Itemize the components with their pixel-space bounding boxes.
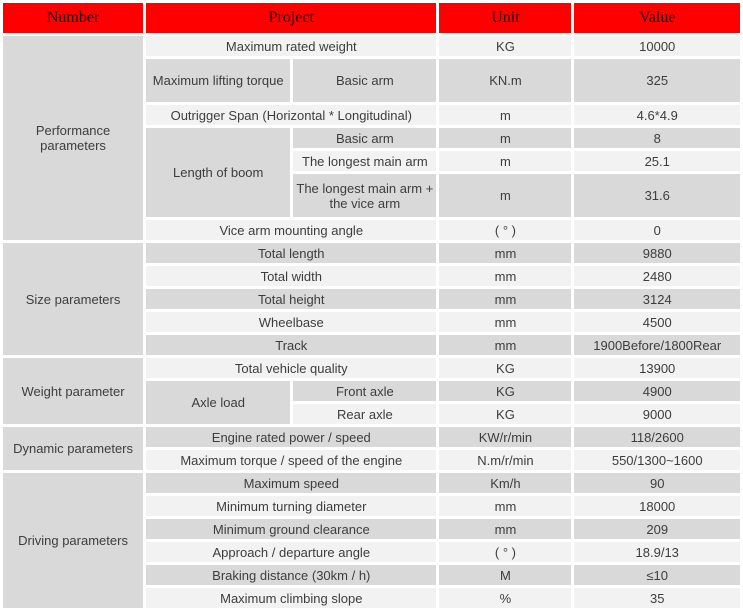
value-cell: 209 <box>574 519 740 539</box>
section-cell-performance: Performance parameters <box>3 36 143 240</box>
project-cell: Maximum lifting torque <box>146 59 290 102</box>
subproject-cell: Basic arm <box>293 128 436 148</box>
project-cell: Approach / departure angle <box>146 542 436 562</box>
project-cell: Maximum rated weight <box>146 36 436 56</box>
value-cell: 4.6*4.9 <box>574 105 740 125</box>
unit-cell: KG <box>439 381 571 401</box>
project-cell: Total height <box>146 289 436 309</box>
col-header-project: Project <box>146 3 436 33</box>
project-cell: Total width <box>146 266 436 286</box>
subproject-cell: The longest main arm <box>293 151 436 171</box>
value-cell: 10000 <box>574 36 740 56</box>
project-cell: Minimum turning diameter <box>146 496 436 516</box>
col-header-unit: Unit <box>439 3 571 33</box>
unit-cell: mm <box>439 312 571 332</box>
value-cell: 25.1 <box>574 151 740 171</box>
unit-cell: m <box>439 128 571 148</box>
subproject-cell: The longest main arm + the vice arm <box>293 174 436 217</box>
unit-cell: mm <box>439 519 571 539</box>
value-cell: 325 <box>574 59 740 102</box>
subproject-cell: Rear axle <box>293 404 436 424</box>
project-cell: Total length <box>146 243 436 263</box>
value-cell: ≤10 <box>574 565 740 585</box>
table-row <box>3 427 740 447</box>
unit-cell: KG <box>439 404 571 424</box>
table-row <box>3 243 740 263</box>
value-cell: 2480 <box>574 266 740 286</box>
unit-cell: % <box>439 588 571 608</box>
col-header-number: Number <box>3 3 143 33</box>
unit-cell: mm <box>439 289 571 309</box>
unit-cell: ( ° ) <box>439 542 571 562</box>
unit-cell: mm <box>439 266 571 286</box>
value-cell: 13900 <box>574 358 740 378</box>
project-cell: Outrigger Span (Horizontal * Longitudinal) <box>146 105 436 125</box>
unit-cell: KG <box>439 358 571 378</box>
project-cell: Axle load <box>146 381 290 424</box>
project-cell: Length of boom <box>146 128 290 217</box>
unit-cell: mm <box>439 496 571 516</box>
section-cell-weight: Weight parameter <box>3 358 143 424</box>
value-cell: 3124 <box>574 289 740 309</box>
project-cell: Maximum torque / speed of the engine <box>146 450 436 470</box>
section-cell-dynamic: Dynamic parameters <box>3 427 143 470</box>
value-cell: 31.6 <box>574 174 740 217</box>
project-cell: Engine rated power / speed <box>146 427 436 447</box>
subproject-cell: Front axle <box>293 381 436 401</box>
value-cell: 9880 <box>574 243 740 263</box>
value-cell: 4900 <box>574 381 740 401</box>
project-cell: Maximum speed <box>146 473 436 493</box>
value-cell: 118/2600 <box>574 427 740 447</box>
project-cell: Track <box>146 335 436 355</box>
unit-cell: KW/r/min <box>439 427 571 447</box>
unit-cell: m <box>439 174 571 217</box>
value-cell: 18000 <box>574 496 740 516</box>
unit-cell: N.m/r/min <box>439 450 571 470</box>
header-row <box>3 3 740 33</box>
col-header-value: Value <box>574 3 740 33</box>
project-cell: Braking distance (30km / h) <box>146 565 436 585</box>
unit-cell: mm <box>439 335 571 355</box>
project-cell: Total vehicle quality <box>146 358 436 378</box>
value-cell: 18.9/13 <box>574 542 740 562</box>
unit-cell: M <box>439 565 571 585</box>
unit-cell: m <box>439 105 571 125</box>
value-cell: 0 <box>574 220 740 240</box>
project-cell: Vice arm mounting angle <box>146 220 436 240</box>
unit-cell: mm <box>439 243 571 263</box>
value-cell: 90 <box>574 473 740 493</box>
unit-cell: m <box>439 151 571 171</box>
value-cell: 1900Before/1800Rear <box>574 335 740 355</box>
unit-cell: ( ° ) <box>439 220 571 240</box>
project-cell: Minimum ground clearance <box>146 519 436 539</box>
value-cell: 9000 <box>574 404 740 424</box>
value-cell: 8 <box>574 128 740 148</box>
unit-cell: Km/h <box>439 473 571 493</box>
table-row <box>3 358 740 378</box>
subproject-cell: Basic arm <box>293 59 436 102</box>
unit-cell: KN.m <box>439 59 571 102</box>
value-cell: 35 <box>574 588 740 608</box>
table-row <box>3 473 740 493</box>
value-cell: 4500 <box>574 312 740 332</box>
unit-cell: KG <box>439 36 571 56</box>
section-cell-size: Size parameters <box>3 243 143 355</box>
section-cell-driving: Driving parameters <box>3 473 143 608</box>
value-cell: 550/1300~1600 <box>574 450 740 470</box>
table-row <box>3 36 740 56</box>
project-cell: Maximum climbing slope <box>146 588 436 608</box>
project-cell: Wheelbase <box>146 312 436 332</box>
